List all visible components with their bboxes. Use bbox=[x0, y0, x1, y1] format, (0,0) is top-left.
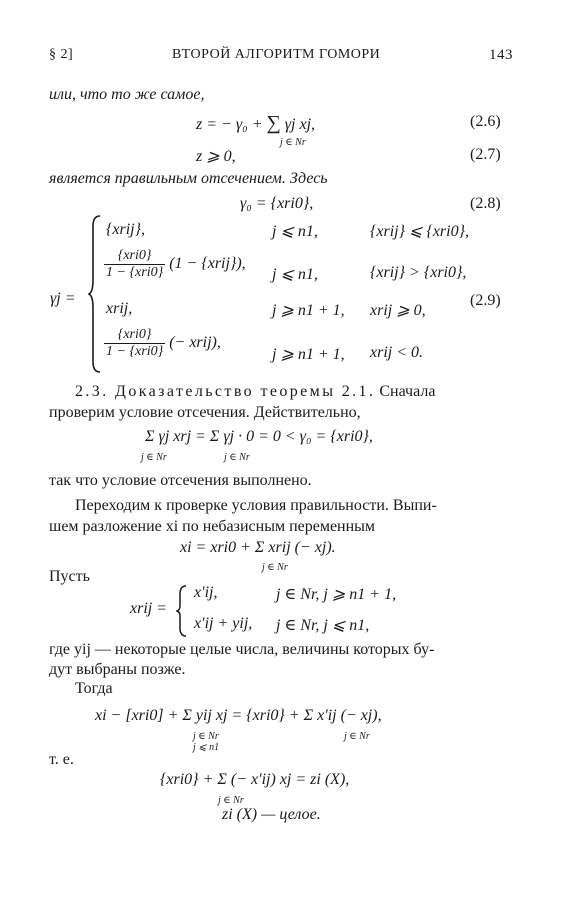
case4-expression bbox=[104, 327, 221, 360]
proof-line-2: проверим условие отсечения. Действительно, bbox=[49, 404, 361, 421]
case2-fraction-numerator: {xri0} bbox=[104, 248, 165, 265]
case4-tail: (− xrij), bbox=[169, 334, 221, 352]
xrij-case-1-condition: j ∈ Nr, j ⩾ n1 + 1, bbox=[276, 586, 397, 603]
case4-fraction-numerator: {xri0} bbox=[104, 327, 165, 344]
case2-expression bbox=[104, 248, 246, 281]
equation-2-6 bbox=[196, 112, 315, 135]
case1-expression: {xrij}, bbox=[106, 221, 146, 238]
case3-expression: xrij, bbox=[106, 300, 133, 317]
sum-sign: ∑ bbox=[266, 112, 281, 134]
case4-condition-2: xrij < 0. bbox=[370, 344, 424, 361]
then-equation: xi − [xri0] + Σ yij xj = {xri0} + Σ x′ij (− xj), bbox=[95, 707, 382, 724]
equation-2-8-number: (2.8) bbox=[470, 195, 501, 212]
case2-fraction bbox=[104, 248, 165, 281]
equation-2-6-number: (2.6) bbox=[470, 113, 501, 130]
right-case-brace-icon bbox=[176, 584, 188, 638]
final-equation: {xri0} + Σ (− x′ij) xj = zi (X), bbox=[160, 771, 350, 788]
cut-check-subscript-right: j ∈ Nr bbox=[224, 452, 250, 463]
equation-2-6-rhs: γj xj, bbox=[284, 116, 316, 133]
xrij-lhs: xrij = bbox=[130, 600, 168, 617]
proceed-line-2: шем разложение xi по небазисным переменным bbox=[49, 518, 376, 535]
left-brace-icon bbox=[88, 214, 102, 374]
cut-check-equation: Σ γj xrj = Σ γj · 0 = 0 < γ₀ = {xri0}, bbox=[145, 428, 373, 445]
case1-condition-1: j ⩽ n1, bbox=[272, 223, 318, 240]
xrij-case-1: x′ij, bbox=[194, 584, 218, 601]
section-marker: § 2] bbox=[49, 47, 74, 62]
expansion-equation: xi = xri0 + Σ xrij (− xj). bbox=[180, 539, 336, 556]
equation-2-7-number: (2.7) bbox=[470, 146, 501, 163]
case2-condition-2: {xrij} > {xri0}, bbox=[370, 264, 467, 281]
proof-heading-line bbox=[75, 383, 435, 401]
case3-condition-2: xrij ⩾ 0, bbox=[370, 302, 426, 319]
proof-line1-tail: Сначала bbox=[379, 383, 436, 400]
then-subscript-left-1: j ∈ Nr bbox=[193, 731, 219, 742]
equation-2-6-sum-subscript: j ∈ Nr bbox=[280, 137, 306, 148]
running-title: ВТОРОЙ АЛГОРИТМ ГОМОРИ bbox=[172, 47, 381, 62]
integer-statement: zi (X) — целое. bbox=[222, 806, 321, 823]
equation-2-8: γ₀ = {xri0}, bbox=[240, 195, 314, 212]
case1-condition-2: {xrij} ⩽ {xri0}, bbox=[370, 223, 469, 240]
expansion-subscript: j ∈ Nr bbox=[262, 562, 288, 573]
where-line-2: дут выбраны позже. bbox=[49, 661, 186, 678]
case4-fraction-denominator: 1 − {xri0} bbox=[106, 344, 164, 359]
let-word: Пусть bbox=[49, 568, 90, 585]
cut-satisfied-text: так что условие отсечения выполнено. bbox=[49, 472, 312, 489]
proceed-line-1: Переходим к проверке условия правильности. Выпи- bbox=[75, 497, 437, 514]
page-number: 143 bbox=[489, 47, 513, 63]
where-line-1: где yij — некоторые целые числа, величины которых бу- bbox=[49, 641, 435, 658]
proof-title: 2.3. Доказательство теоремы 2.1. bbox=[75, 383, 376, 400]
intro-text: или, что то же самое, bbox=[49, 86, 205, 103]
ie-label: т. е. bbox=[49, 751, 74, 768]
cut-check-subscript-left: j ∈ Nr bbox=[141, 452, 167, 463]
equation-2-7: z ⩾ 0, bbox=[196, 148, 236, 165]
gamma-j-lhs: γj = bbox=[50, 290, 76, 307]
case2-fraction-denominator: 1 − {xri0} bbox=[106, 265, 164, 280]
equation-2-9-number: (2.9) bbox=[470, 292, 501, 309]
regular-cut-text: является правильным отсечением. Здесь bbox=[49, 170, 328, 187]
then-subscript-right: j ∈ Nr bbox=[344, 731, 370, 742]
then-subscript-left-2: j ⩽ n1 bbox=[193, 742, 220, 753]
final-subscript: j ∈ Nr bbox=[218, 795, 244, 806]
equation-2-6-lhs: z = − γ₀ + bbox=[196, 116, 267, 133]
case4-condition-1: j ⩾ n1 + 1, bbox=[272, 346, 345, 363]
case3-condition-1: j ⩾ n1 + 1, bbox=[272, 302, 345, 319]
then-word: Тогда bbox=[75, 680, 113, 697]
xrij-case-2: x′ij + yij, bbox=[194, 615, 253, 632]
case2-condition-1: j ⩽ n1, bbox=[272, 266, 318, 283]
xrij-case-2-condition: j ∈ Nr, j ⩽ n1, bbox=[276, 617, 370, 634]
case2-tail: (1 − {xrij}), bbox=[169, 255, 246, 273]
case4-fraction bbox=[104, 327, 165, 360]
